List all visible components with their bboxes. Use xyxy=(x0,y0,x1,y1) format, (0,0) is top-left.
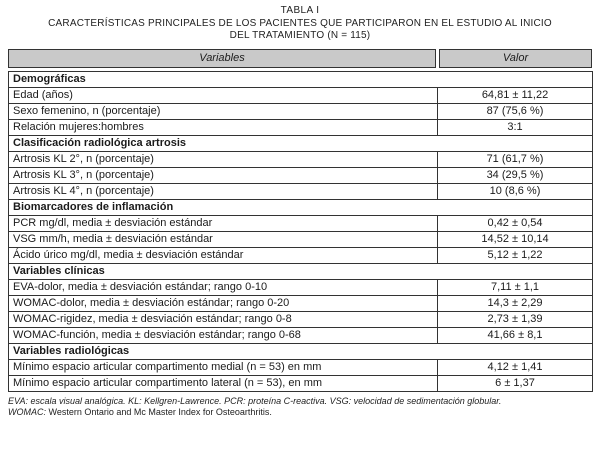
value-cell: 41,66 ± 8,1 xyxy=(438,328,593,344)
variable-cell: EVA-dolor, media ± desviación estándar; rango 0-10 xyxy=(9,280,438,296)
table-row xyxy=(9,312,593,328)
table-row xyxy=(9,360,593,376)
column-header-row xyxy=(8,49,592,68)
caption-line-1: CARACTERÍSTICAS PRINCIPALES DE LOS PACIENTES QUE PARTICIPARON EN EL ESTUDIO AL INICIO xyxy=(48,18,552,29)
section-label: Demográficas xyxy=(9,72,593,88)
section-row-biomarcadores xyxy=(9,200,593,216)
value-cell: 2,73 ± 1,39 xyxy=(438,312,593,328)
section-row-variables-radiologicas xyxy=(9,344,593,360)
value-cell: 5,12 ± 1,22 xyxy=(438,248,593,264)
value-cell: 14,3 ± 2,29 xyxy=(438,296,593,312)
table-row xyxy=(9,168,593,184)
variable-cell: Mínimo espacio articular compartimento lateral (n = 53), en mm xyxy=(9,376,438,392)
footnote-womac-prefix: WOMAC: xyxy=(8,407,46,417)
value-cell: 87 (75,6 %) xyxy=(438,104,593,120)
table-row xyxy=(9,328,593,344)
section-row-clasificacion-radiologica xyxy=(9,136,593,152)
section-label: Clasificación radiológica artrosis xyxy=(9,136,593,152)
variable-cell: WOMAC-función, media ± desviación estándar; rango 0-68 xyxy=(9,328,438,344)
table-row xyxy=(9,248,593,264)
table-row xyxy=(9,280,593,296)
variable-cell: Sexo femenino, n (porcentaje) xyxy=(9,104,438,120)
table-row xyxy=(9,88,593,104)
section-label: Biomarcadores de inflamación xyxy=(9,200,593,216)
footnote-womac-definition: Western Ontario and Mc Master Index for Osteoarthritis. xyxy=(46,407,272,417)
value-cell: 14,52 ± 10,14 xyxy=(438,232,593,248)
value-cell: 3:1 xyxy=(438,120,593,136)
table-row xyxy=(9,296,593,312)
variable-cell: WOMAC-rigidez, media ± desviación estándar; rango 0-8 xyxy=(9,312,438,328)
footnote xyxy=(8,396,592,418)
section-row-demograficas xyxy=(9,72,593,88)
variable-cell: Ácido úrico mg/dl, media ± desviación estándar xyxy=(9,248,438,264)
variable-cell: PCR mg/dl, media ± desviación estándar xyxy=(9,216,438,232)
caption-line-2: DEL TRATAMIENTO (N = 115) xyxy=(229,30,371,41)
table-row xyxy=(9,104,593,120)
table-row xyxy=(9,152,593,168)
value-cell: 71 (61,7 %) xyxy=(438,152,593,168)
footnote-abbreviations: EVA: escala visual analógica. KL: Kellgren-Lawrence. PCR: proteína C-reactiva. VSG: velocidad de sedimentación globular. xyxy=(8,396,502,406)
value-cell: 7,11 ± 1,1 xyxy=(438,280,593,296)
variable-cell: Artrosis KL 3°, n (porcentaje) xyxy=(9,168,438,184)
table-title: TABLA I xyxy=(280,5,320,16)
variable-cell: Relación mujeres:hombres xyxy=(9,120,438,136)
value-cell: 64,81 ± 11,22 xyxy=(438,88,593,104)
table-row xyxy=(9,232,593,248)
table-caption xyxy=(8,18,592,42)
table-row xyxy=(9,216,593,232)
footnote-line-1 xyxy=(8,396,592,407)
variable-cell: WOMAC-dolor, media ± desviación estándar; rango 0-20 xyxy=(9,296,438,312)
variable-cell: Artrosis KL 4°, n (porcentaje) xyxy=(9,184,438,200)
value-cell: 0,42 ± 0,54 xyxy=(438,216,593,232)
variable-cell: VSG mm/h, media ± desviación estándar xyxy=(9,232,438,248)
value-cell: 6 ± 1,37 xyxy=(438,376,593,392)
variable-cell: Mínimo espacio articular compartimento medial (n = 53) en mm xyxy=(9,360,438,376)
value-cell: 4,12 ± 1,41 xyxy=(438,360,593,376)
variable-cell: Edad (años) xyxy=(9,88,438,104)
table-row xyxy=(9,120,593,136)
section-row-variables-clinicas xyxy=(9,264,593,280)
table-row xyxy=(9,376,593,392)
value-cell: 34 (29,5 %) xyxy=(438,168,593,184)
footnote-line-2 xyxy=(8,407,592,418)
value-cell: 10 (8,6 %) xyxy=(438,184,593,200)
variable-cell: Artrosis KL 2°, n (porcentaje) xyxy=(9,152,438,168)
column-header-variables: Variables xyxy=(8,49,436,68)
column-header-valor: Valor xyxy=(439,49,592,68)
characteristics-table xyxy=(8,71,593,392)
section-label: Variables clínicas xyxy=(9,264,593,280)
section-label: Variables radiológicas xyxy=(9,344,593,360)
table-row xyxy=(9,184,593,200)
